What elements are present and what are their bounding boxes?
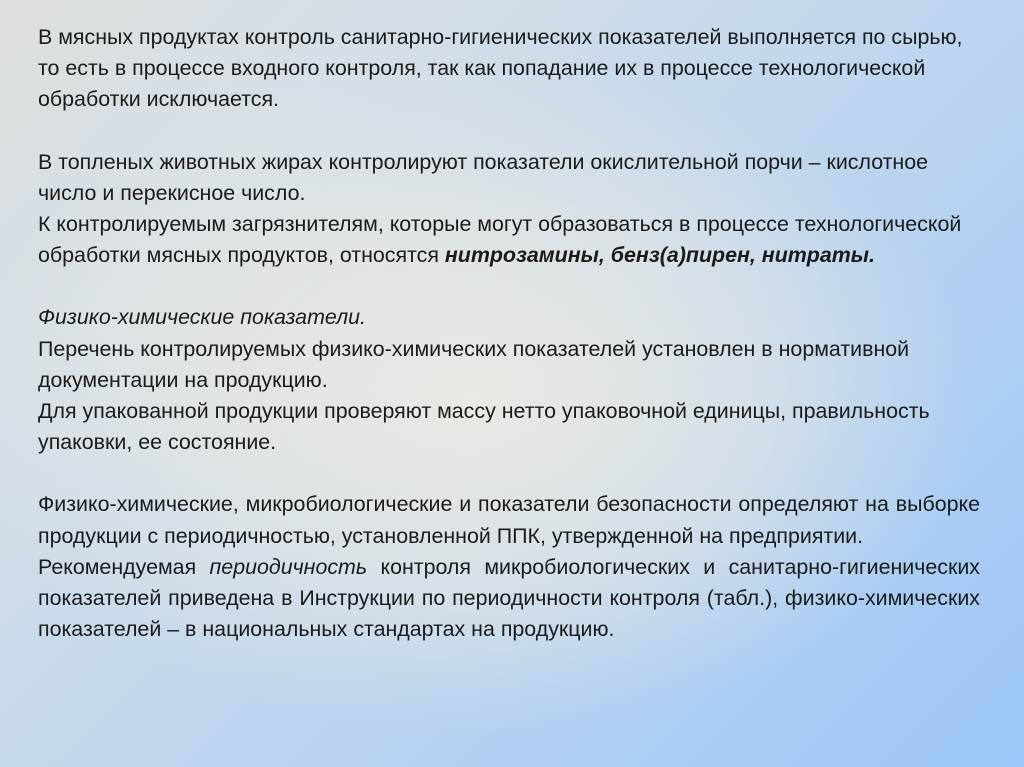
paragraph-sampling: Физико-химические, микробиологические и показатели безопасности определяют на выборке продукции с периодичностью, установленной ППК, утвержденной на предприятии. [38, 492, 980, 548]
paragraph-periodicity [38, 552, 980, 646]
paragraph-animal-fats: В топленых животных жирах контролируют показатели окислительной порчи – кислотное число и перекисное число. [38, 149, 929, 205]
periodicity-before: Рекомендуемая [38, 554, 210, 579]
section-heading-physchem: Физико-химические показатели. [38, 305, 366, 330]
contaminants-text: К контролируемым загрязнителям, которые могут образоваться в процессе технологической обработки мясных продуктов, относятся [38, 212, 962, 268]
periodicity-after: контроля микробиологических и санитарно-гигиенических показателей приведена в Инструкции по периодичности контроля (табл.), физико-химических показателей – в национальных стандартах на продукцию. [38, 554, 980, 642]
spacer [38, 116, 980, 147]
periodicity-italic: периодичность [209, 554, 368, 579]
slide-content [38, 22, 980, 752]
paragraph-contaminants [38, 209, 980, 271]
paragraph-sanitary-control: В мясных продуктах контроль санитарно-гигиенических показателей выполняется по сырью, то есть в процессе входного контроля, так как попадание их в процессе технологической обработки исключается. [38, 25, 963, 112]
paragraph-indicator-list: Перечень контролируемых физико-химических показателей установлен в нормативной документации на продукцию. [38, 336, 910, 392]
spacer [38, 271, 980, 302]
paragraph-packaged-products: Для упакованной продукции проверяют массу нетто упаковочной единицы, правильность упаковки, ее состояние. [38, 399, 930, 455]
spacer [38, 458, 980, 489]
contaminants-emphasis: нитрозамины, бенз(а)пирен, нитраты. [444, 243, 875, 268]
